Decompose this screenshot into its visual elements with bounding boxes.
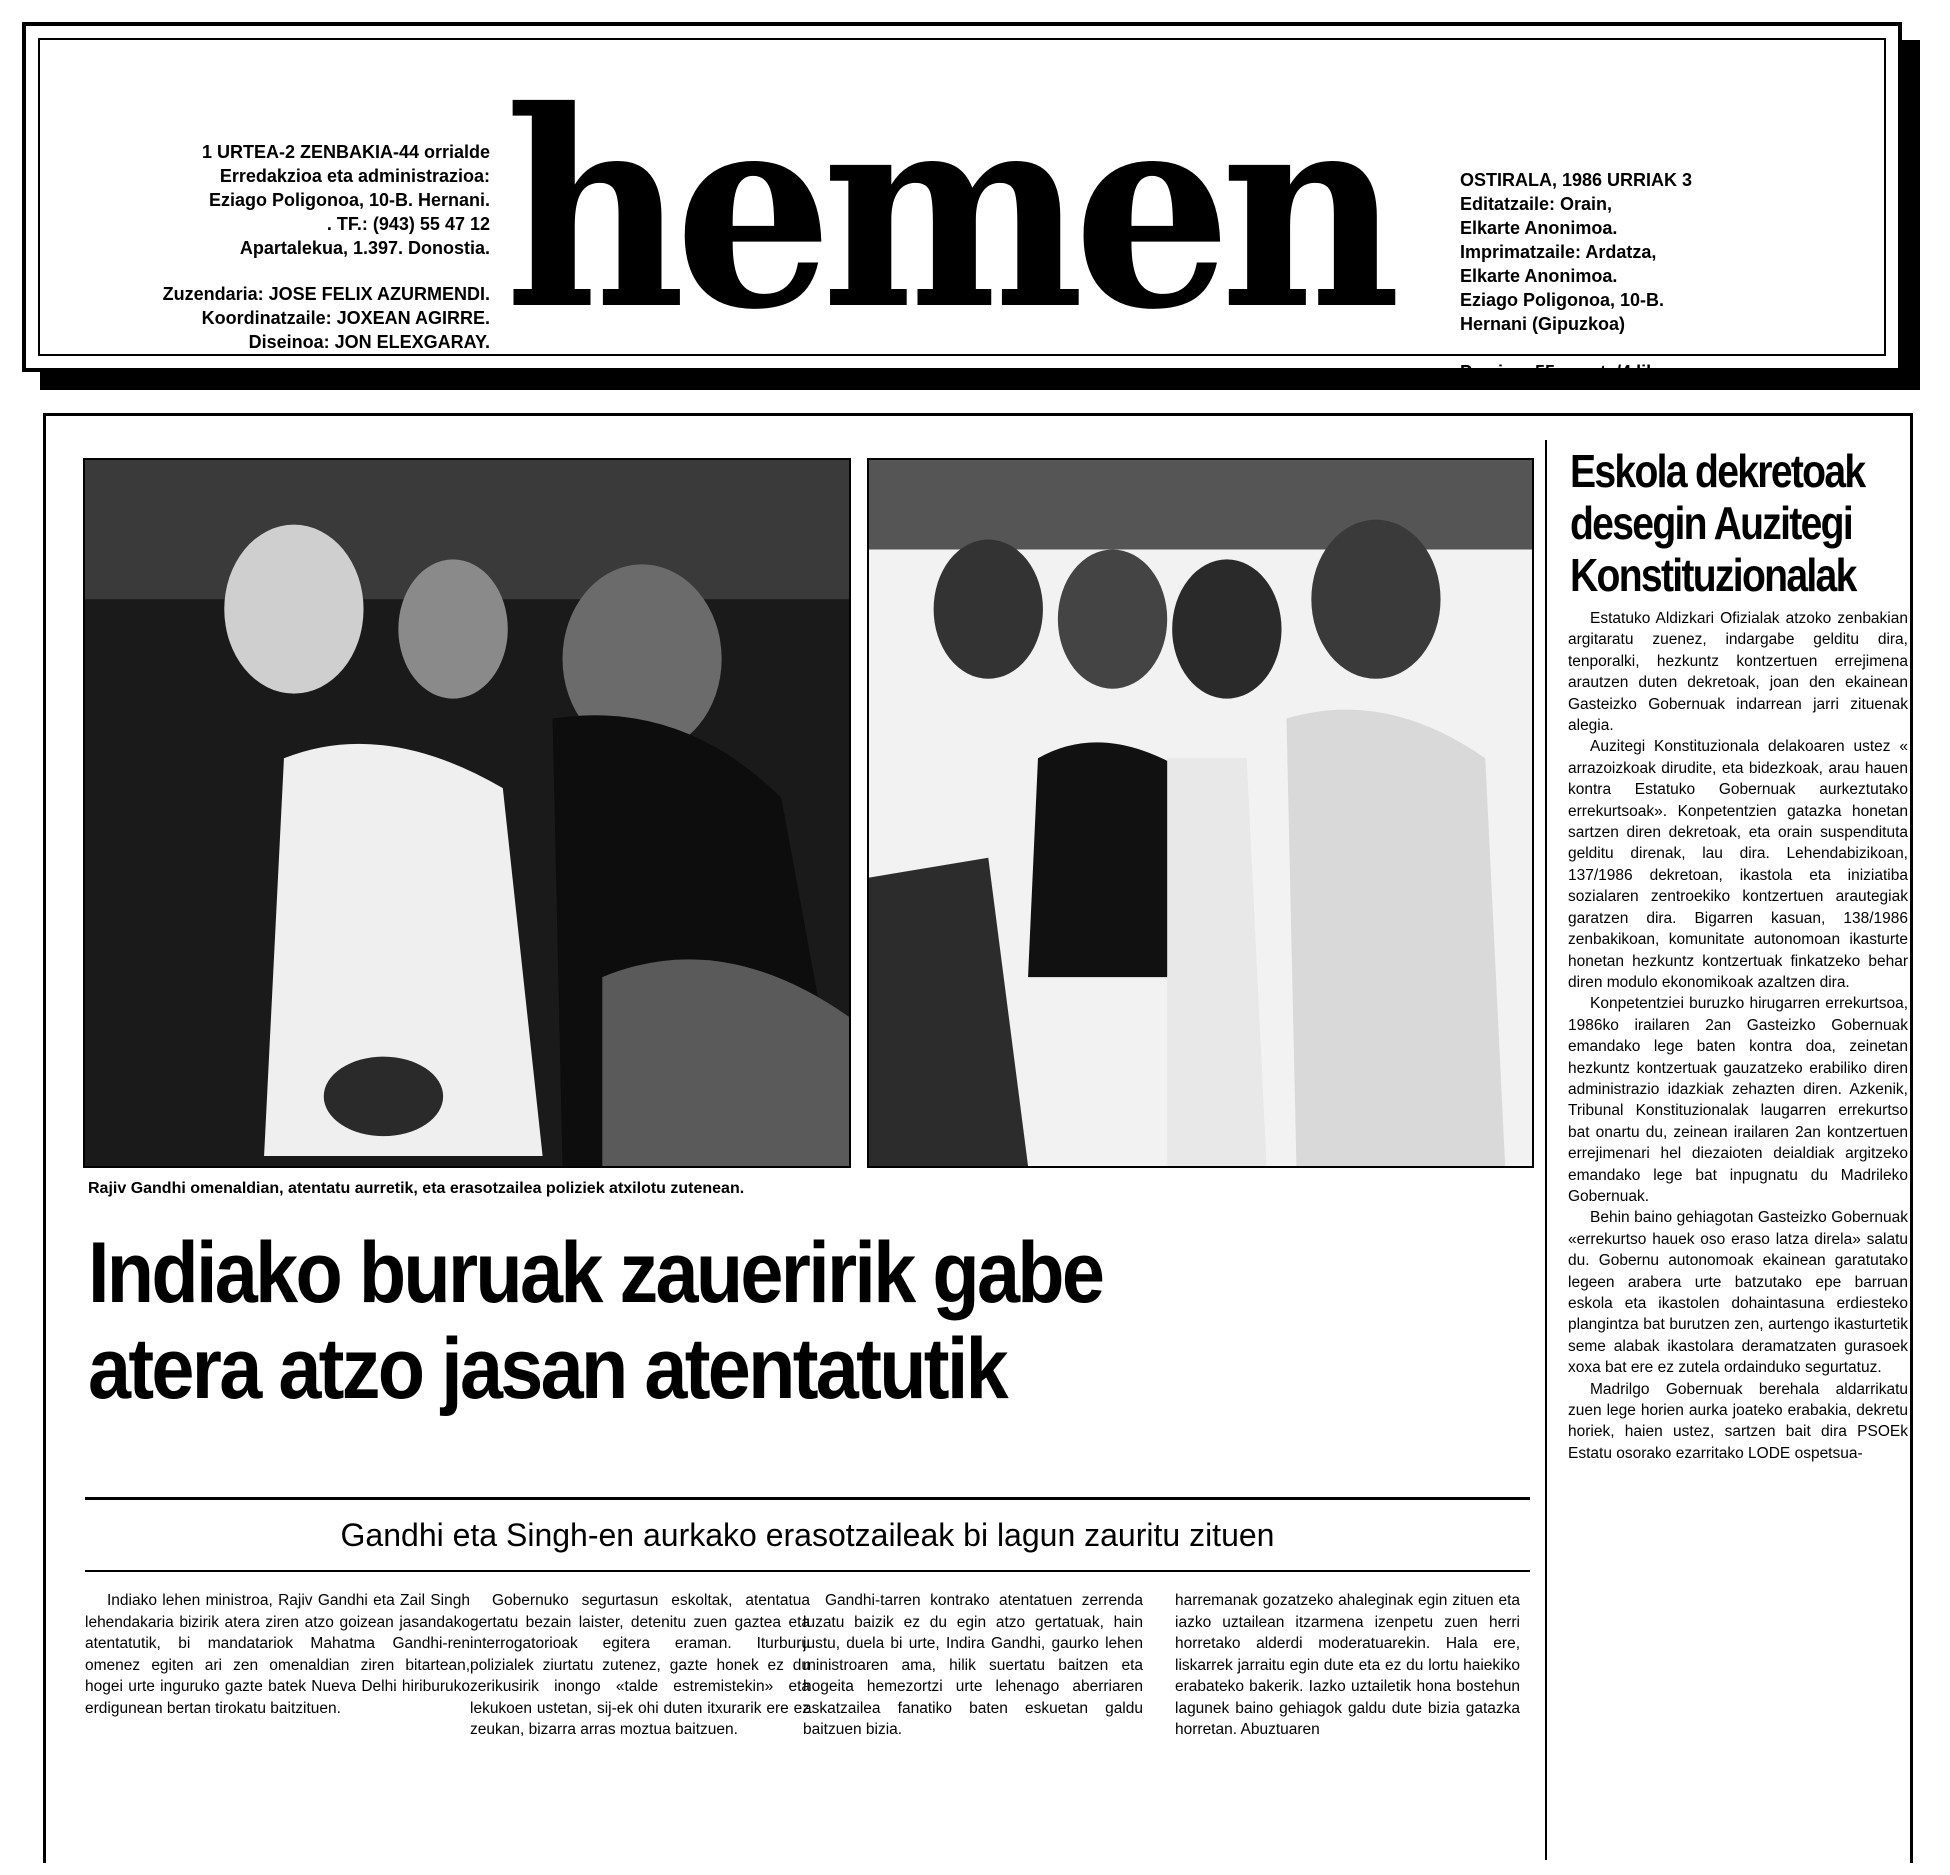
article-paragraph: Gobernuko segurtasun eskoltak, atentatua gertatu bezain laister, detenitu zuen gaztea eta interrogatorioak egitera eraman. Iturburu polizialek ziurtatu zutenez, gazte honek ez du zerikusirik inongo «talde estremistekin» eta lekukoen ustetan, sij-ek ohi duten itxurarik ere ez zeukan, bizarra arras moztua baitzuen. (470, 1592, 810, 1738)
address-line: Eziago Poligonoa, 10-B. Hernani. (208, 190, 490, 210)
masthead-edition-info (1460, 168, 1860, 384)
price-line: Prezioa: 55 pezeta/4 libera. (1460, 362, 1690, 382)
sidebar-headline-line-2: desegin Auzitegi (1570, 497, 1853, 549)
editor-company-line: Elkarte Anonimoa. (1460, 218, 1618, 238)
sidebar-headline-line-3: Konstituzionalak (1570, 549, 1856, 601)
issue-date: OSTIRALA, 1986 URRIAK 3 (1460, 170, 1693, 190)
printer-line: Imprimatzaile: Ardatza, (1460, 242, 1657, 262)
phone-line: . TF.: (943) 55 47 12 (326, 214, 490, 234)
photo-caption: Rajiv Gandhi omenaldian, atentatu aurretik, eta erasotzailea poliziek atxilotu zutenean. (88, 1180, 745, 1197)
article-column-4 (1175, 1590, 1520, 1860)
headline-rule (85, 1497, 1530, 1500)
article-column-1 (85, 1590, 470, 1860)
photo-gandhi-ceremony (83, 458, 851, 1168)
headline-line-1: Indiako buruak zaueririk gabe (88, 1225, 1103, 1321)
design-line: Diseinoa: JON ELEXGARAY. (248, 332, 490, 352)
masthead-publication-info (110, 140, 490, 354)
article-paragraph: harremanak gozatzeko ahaleginak egin zituen eta iazko uztailean itzarmena izenpetu zuen herri horretako alderdi moderatuarekin. Hala ere, liskarrek jarraitu egin dute eta ez du lortu haiekiko erabateko bakerik. Iazko uztailetik hona bostehun lagunek baino gehiagok galdu dute bizia gatazka horretan. Abuztuaren (1175, 1592, 1520, 1738)
sidebar-headline-line-1: Eskola dekretoak (1570, 445, 1865, 497)
director-line: Zuzendaria: JOSE FELIX AZURMENDI. (162, 284, 490, 304)
address-label: Erredakzioa eta administrazioa: (219, 166, 490, 186)
sidebar-paragraph: Auzitegi Konstituzionala delakoaren ustez « arrazoizkoak dirudite, eta bidezkoak, arau hauen kontra Estatuko Gobernuak aurkeztutako errekurtsoak». Konpetentzien gatazka honetan sartzen diren dekretoak, eta orain suspendituta gelditu direnak, lau dira. Lehendabizikoan, 137/1986 dekretoan, ikastola eta iniziatiba sozialaren zentroekiko kontzertuen arautegiak garatzen dira. Bigarren kasuan, 138/1986 zenbakikoan, komunitate autonomoan ikasturte honetan hezkuntz kontzertuak finkatzeko behar diren modulo ekonomikoak azaltzen dira. (1568, 738, 1908, 991)
postbox-line: Apartalekua, 1.397. Donostia. (239, 238, 490, 258)
lead-headline (88, 1225, 1393, 1417)
photo-attacker-arrest (867, 458, 1534, 1168)
printer-city-line: Hernani (Gipuzkoa) (1460, 314, 1626, 334)
sidebar-paragraph: Behin baino gehiagotan Gasteizko Gobernuak «errekurtso hauek oso eraso latza direla» salatu du. Gobernu autonomoak ekainean garatutako legeen arabera urte batzutako epe barruan eskola eta ikastolen dohaintasuna erdiesteko plangintza bat burutzen zen, aurtengo ikasturtetik seme alabak ikastolara deramatzaten gurasoek xoxa bat ere ez zutela ordainduko segurtatuz. (1568, 1209, 1908, 1377)
subheadline-rule (85, 1570, 1530, 1572)
sidebar-divider (1545, 440, 1547, 1860)
newspaper-logo: hemen (505, 51, 1390, 369)
coordinator-line: Koordinatzaile: JOXEAN AGIRRE. (201, 308, 490, 328)
article-paragraph: Gandhi-tarren kontrako atentatuen zerrenda luzatu baizik ez du egin atzo gertatuak, hain justu, duela bi urte, Indira Gandhi, gaurko lehen ministroaren ama, hilik suertatu baitzen eta hogeita hemezortzi urte lehenago aberriaren askatzailea fanatiko baten eskuetan galdu baitzuen bizia. (803, 1592, 1143, 1738)
printer-company-line: Elkarte Anonimoa. (1460, 266, 1618, 286)
sidebar-headline (1570, 445, 1865, 601)
printer-address-line: Eziago Poligonoa, 10-B. (1460, 290, 1665, 310)
editor-line: Editatzaile: Orain, (1460, 194, 1613, 214)
sidebar-paragraph: Estatuko Aldizkari Ofizialak atzoko zenbakian argitaratu zuenez, indargabe gelditu dira, tenporalki, hezkuntz kontzertuen errejimena arautzen duten dekretoak, joan den ekainean Gasteizko Gobernuak indarrean jarri zituenak alegia. (1568, 610, 1908, 735)
headline-line-2: atera atzo jasan atentatutik (88, 1321, 1007, 1417)
article-column-2 (470, 1590, 810, 1860)
issue-line: 1 URTEA-2 ZENBAKIA-44 orrialde (201, 142, 490, 162)
lead-subheadline: Gandhi eta Singh-en aurkako erasotzaileak bi lagun zauritu zituen (340, 1517, 1275, 1553)
article-column-3 (803, 1590, 1143, 1860)
sidebar-article-body (1568, 608, 1908, 1863)
article-paragraph: Indiako lehen ministroa, Rajiv Gandhi eta Zail Singh lehendakaria bizirik atera ziren atzo goizean jasandako atentatutik, bi mandatariok Mahatma Gandhi-ren omenez egiten ari zen omenaldian ziren bitartean, hogei urte inguruko gazte batek Nueva Delhi hiriburuko erdigunean bertan tirokatu baitzituen. (85, 1592, 470, 1717)
sidebar-paragraph: Madrilgo Gobernuak berehala aldarrikatu zuen lege horien aurka joateko erabakia, dekretu horiek, haien ustez, sartzen bait dira PSOEk Estatu osorako ezarritako LODE ospetsua- (1568, 1380, 1908, 1462)
sidebar-paragraph: Konpetentziei buruzko hirugarren errekurtsoa, 1986ko irailaren 2an Gasteizko Gobernuak emandako lege baten kontra doa, zeinetan hezkuntz kontzertuak gauzatzeko erabiliko diren administrazio idazkiak zehazten diren. Azkenik, Tribunal Konstituzionalak laugarren errekurtso bat onartu du, zeinean irailaren 2an kontzertuen errejimenari hel diezaioten deialdiak argitzeko emandako lege bat inpugnatu du Madrileko Gobernuak. (1568, 995, 1908, 1205)
